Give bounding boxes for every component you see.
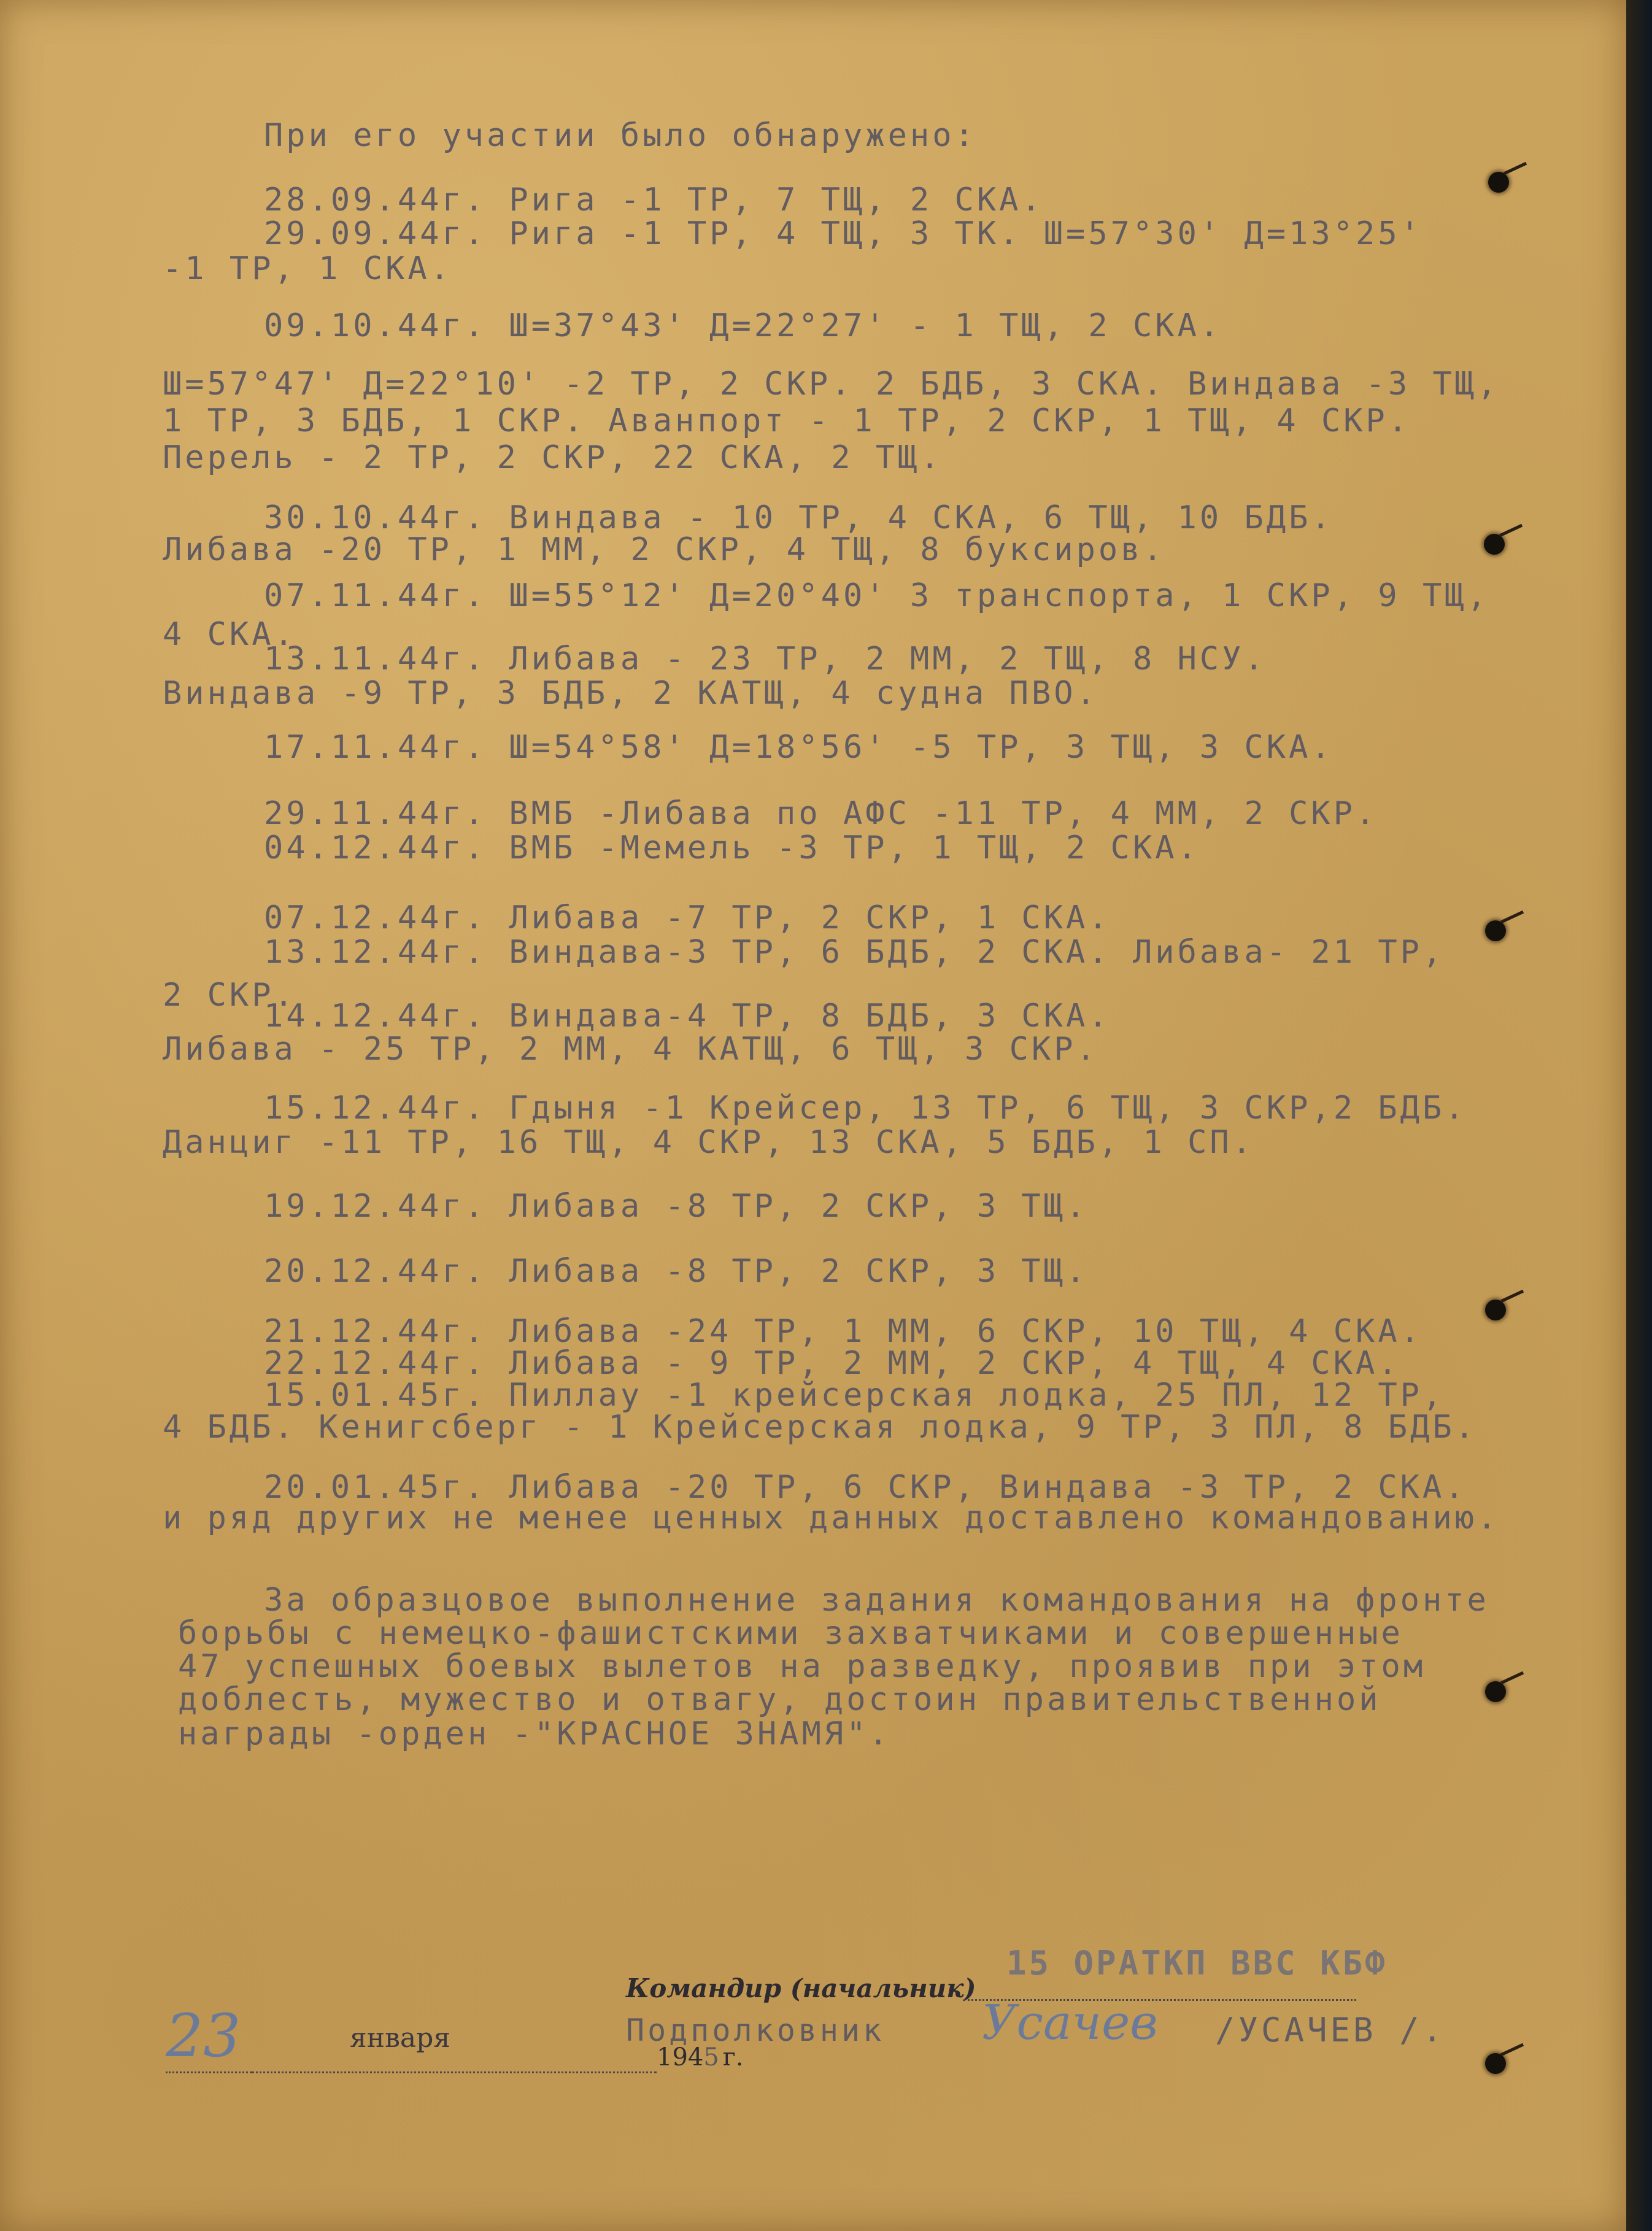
signer-name: /УСАЧЕВ /. (1215, 2011, 1446, 2049)
entry-line: 14.12.44г. Виндава-4 ТР, 8 БДБ, 3 СКА. (264, 998, 1111, 1035)
conclusion-line: 47 успешных боевых вылетов на разведку, проявив при этом (178, 1648, 1426, 1685)
entry-line: 2 СКР. (163, 977, 296, 1014)
year-field (657, 2043, 743, 2071)
binding-hole (1485, 1681, 1506, 1702)
commander-label: Командир (начальник) (626, 1973, 976, 2003)
binding-hole (1485, 2053, 1506, 2074)
entry-line: 17.11.44г. Ш=54°58' Д=18°56' -5 ТР, 3 ТЩ, 3 СКА. (264, 729, 1334, 766)
binding-hole (1488, 172, 1509, 193)
entry-line: 19.12.44г. Либава -8 ТР, 2 СКР, 3 ТЩ. (264, 1188, 1089, 1225)
entry-line: Данциг -11 ТР, 16 ТЩ, 4 СКР, 13 СКА, 5 БДБ, 1 СП. (163, 1124, 1255, 1161)
year-suffix: 5 (703, 2043, 719, 2071)
entry-line: 07.12.44г. Либава -7 ТР, 2 СКР, 1 СКА. (264, 900, 1111, 936)
binding-hole (1484, 534, 1505, 555)
entry-line: Либава - 25 ТР, 2 ММ, 4 КАТЩ, 6 ТЩ, 3 СКР. (163, 1031, 1098, 1068)
entry-line: и ряд других не менее ценных данных доставлено командованию. (163, 1500, 1500, 1536)
entry-line: 13.11.44г. Либава - 23 ТР, 2 ММ, 2 ТЩ, 8 НСУ. (264, 641, 1267, 677)
entry-line: Ш=57°47' Д=22°10' -2 ТР, 2 СКР. 2 БДБ, 3 СКА. Виндава -3 ТЩ, (163, 366, 1500, 403)
entry-line: 4 БДБ. Кенигсберг - 1 Крейсерская лодка, 9 ТР, 3 ПЛ, 8 БДБ. (163, 1409, 1478, 1446)
entry-line: 30.10.44г. Виндава - 10 ТР, 4 СКА, 6 ТЩ, 10 БДБ. (264, 499, 1334, 536)
entry-line: 09.10.44г. Ш=37°43' Д=22°27' - 1 ТЩ, 2 СКА. (264, 307, 1222, 344)
conclusion-line: За образцовое выполнение задания командования на фронте (264, 1582, 1489, 1619)
binding-hole (1485, 1300, 1506, 1320)
entry-line: 20.12.44г. Либава -8 ТР, 2 СКР, 3 ТЩ. (264, 1253, 1089, 1290)
entry-line: 1 ТР, 3 БДБ, 1 СКР. Аванпорт - 1 ТР, 2 СКР, 1 ТЩ, 4 СКР. (163, 403, 1411, 439)
conclusion-line: борьбы с немецко-фашистскими захватчиками и совершенные (178, 1615, 1403, 1652)
day-dotline (166, 2071, 252, 2073)
handwritten-day: 23 (166, 2002, 241, 2070)
intro-line: При его участии было обнаружено: (264, 117, 977, 154)
entry-line: Либава -20 ТР, 1 ММ, 2 СКР, 4 ТЩ, 8 буксиров. (163, 531, 1165, 568)
entry-line: 04.12.44г. ВМБ -Мемель -3 ТР, 1 ТЩ, 2 СКА. (264, 830, 1200, 866)
unit-stamp: 15 ОРАТКП ВВС КБФ (1006, 1944, 1388, 1982)
rank-line: Подполковник (626, 2013, 885, 2048)
entry-line: 29.09.44г. Рига -1 ТР, 4 ТЩ, 3 ТК. Ш=57°30' Д=13°25' (264, 215, 1422, 252)
year-unit: г. (722, 2043, 744, 2071)
binding-hole (1485, 920, 1506, 941)
entry-line: -1 ТР, 1 СКА. (163, 250, 452, 287)
year-prefix: 194 (657, 2043, 704, 2071)
entry-line: 13.12.44г. Виндава-3 ТР, 6 БДБ, 2 СКА. Либава- 21 ТР, (264, 934, 1445, 971)
entry-line: 21.12.44г. Либава -24 ТР, 1 ММ, 6 СКР, 10 ТЩ, 4 СКА. (264, 1313, 1422, 1350)
scan-edge (1626, 0, 1652, 2231)
signature: Усачев (982, 1995, 1158, 2051)
entry-line: 15.01.45г. Пиллау -1 крейсерская лодка, 25 ПЛ, 12 ТР, (264, 1377, 1445, 1414)
entry-line: Перель - 2 ТР, 2 СКР, 22 СКА, 2 ТЩ. (163, 439, 943, 476)
entry-line: 07.11.44г. Ш=55°12' Д=20°40' 3 транспорта, 1 СКР, 9 ТЩ, (264, 577, 1489, 614)
conclusion-line: доблесть, мужество и отвагу, достоин правительственной (178, 1681, 1381, 1718)
entry-line: 4 СКА. (163, 616, 296, 653)
entry-line: 29.11.44г. ВМБ -Либава по АФС -11 ТР, 4 ММ, 2 СКР. (264, 795, 1378, 832)
entry-line: 22.12.44г. Либава - 9 ТР, 2 ММ, 2 СКР, 4 ТЩ, 4 СКА. (264, 1345, 1400, 1382)
conclusion-line: награды -орден -"КРАСНОЕ ЗНАМЯ". (178, 1716, 891, 1752)
entry-line: 20.01.45г. Либава -20 ТР, 6 СКР, Виндава -3 ТР, 2 СКА. (264, 1469, 1467, 1506)
month-label: января (350, 2022, 451, 2054)
entry-line: 15.12.44г. Гдыня -1 Крейсер, 13 ТР, 6 ТЩ, 3 СКР,2 БДБ. (264, 1090, 1467, 1127)
year-dotline (252, 2071, 657, 2073)
entry-line: Виндава -9 ТР, 3 БДБ, 2 КАТЩ, 4 судна ПВО. (163, 675, 1098, 712)
entry-line: 28.09.44г. Рига -1 ТР, 7 ТЩ, 2 СКА. (264, 182, 1044, 218)
